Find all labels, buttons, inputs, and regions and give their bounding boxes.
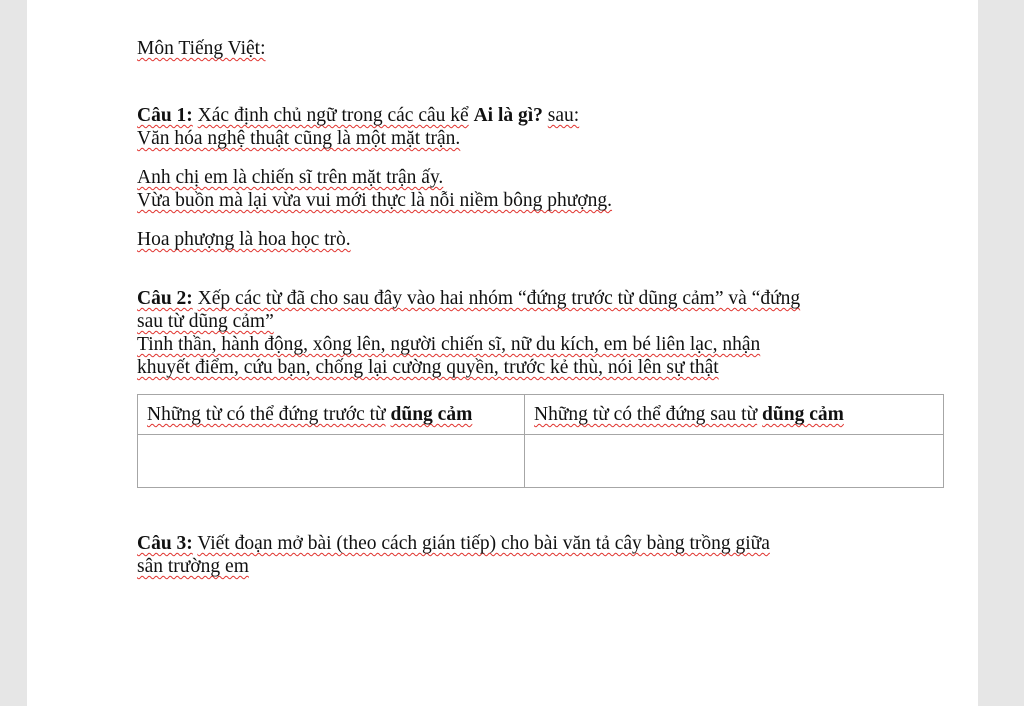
document-body[interactable] xyxy=(137,37,897,578)
sentence-text: Hoa phượng là hoa học trò. xyxy=(137,229,351,250)
question-3-prompt-line1: Viết đoạn mở bài (theo cách gián tiếp) cho bài văn tả cây bàng trồng giữa xyxy=(197,533,770,554)
question-1-sentence xyxy=(137,166,897,189)
word-group-table xyxy=(137,394,944,488)
document-title xyxy=(137,37,897,60)
sentence-text: Anh chị em là chiến sĩ trên mặt trận ấy. xyxy=(137,167,444,188)
question-1-prompt-bold: Ai là gì? xyxy=(473,105,543,126)
table-row xyxy=(138,435,944,488)
question-3-prompt-cont xyxy=(137,555,897,578)
question-3-prompt-line2: sân trường em xyxy=(137,556,249,577)
question-2-prompt xyxy=(137,287,897,310)
question-2-words-cont xyxy=(137,356,897,379)
question-1-prompt-start: Xác định chủ ngữ trong các câu kể xyxy=(197,105,469,126)
question-2-prompt-line1: Xếp các từ đã cho sau đây vào hai nhóm “đứng trước từ dũng cảm” và “đứng xyxy=(197,288,801,309)
question-3-prompt xyxy=(137,532,897,555)
title-text: Môn Tiếng Việt: xyxy=(137,38,266,59)
question-2-words-line1: Tinh thần, hành động, xông lên, người chiến sĩ, nữ du kích, em bé liên lạc, nhận xyxy=(137,334,761,355)
question-1-label: Câu 1: xyxy=(137,105,193,126)
question-2-prompt-line2: sau từ dũng cảm” xyxy=(137,311,274,332)
question-2-words-line2: khuyết điểm, cứu bạn, chống lại cường quyền, trước kẻ thù, nói lên sự thật xyxy=(137,357,719,378)
header-after-prefix: Những từ có thể đứng sau từ xyxy=(534,404,758,425)
sentence-text: Văn hóa nghệ thuật cũng là một mặt trận. xyxy=(137,128,461,149)
table-header-before[interactable] xyxy=(138,395,525,435)
question-2-words xyxy=(137,333,897,356)
header-before-prefix: Những từ có thể đứng trước từ xyxy=(147,404,386,425)
question-1-sentence xyxy=(137,127,897,150)
table-header-after[interactable] xyxy=(525,395,944,435)
header-after-bold: dũng cảm xyxy=(762,404,844,425)
question-3-label: Câu 3: xyxy=(137,533,193,554)
question-1-prompt xyxy=(137,104,897,127)
question-2-label: Câu 2: xyxy=(137,288,193,309)
header-before-bold: dũng cảm xyxy=(390,404,473,425)
sentence-text: Vừa buồn mà lại vừa vui mới thực là nỗi niềm bông phượng. xyxy=(137,190,613,211)
table-cell-before[interactable] xyxy=(138,435,525,488)
document-page xyxy=(27,0,978,706)
question-2-prompt-cont xyxy=(137,310,897,333)
table-cell-after[interactable] xyxy=(525,435,944,488)
question-1-sentence xyxy=(137,228,897,251)
question-1-sentence xyxy=(137,189,897,212)
question-1-prompt-end: sau: xyxy=(547,105,580,126)
table-header-row xyxy=(138,395,944,435)
